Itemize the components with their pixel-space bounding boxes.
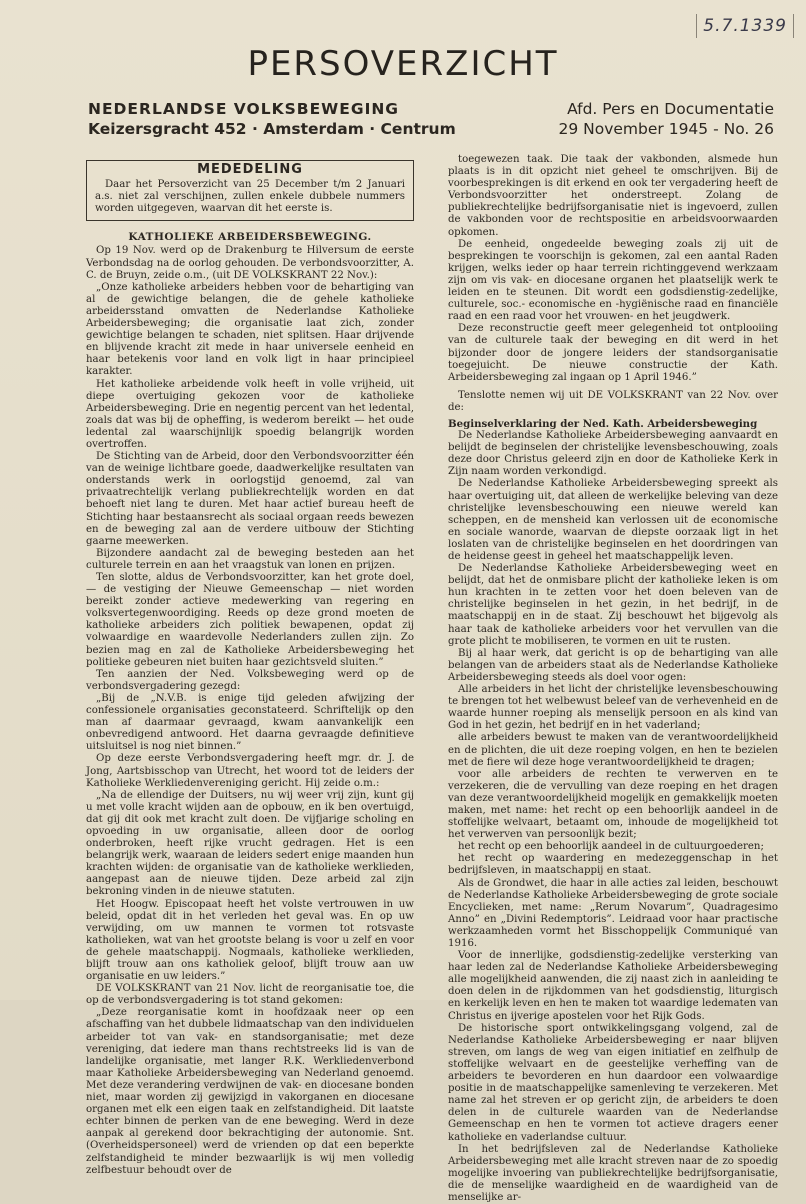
article-paragraph: Bijzondere aandacht zal de beweging besteden aan het culturele terrein en aan het vraagstuk van lonen en prijzen. [86, 547, 414, 571]
article-paragraph: De Nederlandse Katholieke Arbeidersbeweging spreekt als haar overtuiging uit, dat alleen de werkelijke beleving van deze christelijke levensbeschouwing een nieuwe wereld kan scheppen, en de mensheid kan verlossen uit de economische en sociale wanorde, waarvan de diepste oorzaak ligt in het loslaten van de christelijke beginselen en het doordringen van de heidense geest in geheel het maatschappelijk leven. [448, 478, 778, 562]
article-paragraph: het recht op waardering en medezeggenschap in het bedrijfsleven, in maatschappij en staat. [448, 853, 778, 877]
article-paragraph: De Nederlandse Katholieke Arbeidersbeweging aanvaardt en belijdt de beginselen der christelijke levensbeschouwing, zoals deze door Christus geleerd zijn en door de Katholieke Kerk in Zijn naam worden verkondigd. [448, 430, 778, 478]
article-paragraph: „Bij de „N.V.B. is enige tijd geleden afwijzing der confessionele organisaties geconstateerd. Schriftelijk op den man af daarmaar gevraagd, kwam aanvankelijk een onbevredigend antwoord. Het daarna gevraagde definitieve uitsluitsel is nog niet binnen.” [86, 692, 414, 753]
notice-box [86, 160, 414, 221]
article-paragraph: Voor de innerlijke, godsdienstig-zedelijke versterking van haar leden zal de Nederlandse Katholieke Arbeidersbeweging alle mogelijkheid aanwenden, die zij naast zich in aanleiding te doen delen in de rijkdommen van het godsdienstig, liturgisch en kerkelijk leven en hen te maken tot waardige ledematen van Christus en ijverige apostelen voor het Rijk Gods. [448, 950, 778, 1022]
article-paragraph: „Deze reorganisatie komt in hoofdzaak neer op een afschaffing van het dubbele lidmaatschap van den individuelen arbeider tot van vak- en standsorganisatie; met deze vereniging, dat iedere man thans rechtstreeks lid is van de landelijke organisatie, met langer R.K. Werkliedenverbond maar Katholieke Arbeidersbeweging van Nederland genoemd. Met deze verandering verdwijnen de vak- en diocesane bonden niet, maar worden zij gewijzigd in vakorganen en diocesane organen met elk een eigen taak en zelfstandigheid. Dit laatste echter binnen de perken van de ene beweging. Werd in deze aanpak al gerekend door bekrachtiging der autonomie. Snt. (Overheidspersoneel) werd de vrienden op dat een beperkte zelfstandigheid te minder bezwaarlijk is wij men volledig zelfbestuur behoudt over de [86, 1007, 414, 1176]
article-paragraph: het recht op een behoorlijk aandeel in de cultuurgoederen; [458, 841, 764, 853]
notice-title: MEDEDELING [197, 162, 303, 177]
right-column [448, 154, 778, 1203]
article-paragraph: „Onze katholieke arbeiders hebben voor de behartiging van al de gewichtige belangen, die de gehele katholieke arbeidersstand omvatten de Nederlandse Katholieke Arbeidersbeweging; die organisatie laat zich, zonder gewichtige belangen te schaden, niet splitsen. Haar drijvende en blijvende kracht zit mede in haar universele eenheid en haar betekenis voor land en volk ligt in haar principieel karakter. [86, 281, 414, 378]
notice-text: Daar het Persoverzicht van 25 December t/m 2 Januari a.s. niet zal verschijnen, zullen enkele dubbele nummers worden uitgegeven, waarvan dit het eerste is. [95, 179, 405, 215]
article-paragraph: DE VOLKSKRANT van 21 Nov. licht de reorganisatie toe, die op de verbondsvergadering is tot stand gekomen: [86, 983, 414, 1007]
left-column [86, 160, 414, 1176]
subheading: Beginselverklaring der Ned. Kath. Arbeidersbeweging [448, 417, 758, 430]
article-paragraph: Op deze eerste Verbondsvergadering heeft mgr. dr. J. de Jong, Aartsbisschop van Utrecht, het woord tot de leiders der Katholieke Werkliedenvereniging gericht. Hij zeide o.m.: [86, 753, 414, 789]
issue-date-number: 29 November 1945 - No. 26 [558, 120, 774, 138]
article-paragraph: Alle arbeiders in het licht der christelijke levensbeschouwing te brengen tot het welbewust beleef van de verhevenheid en de waarde hunner roeping als menselijk persoon en als kind van God in het gezin, het bedrijf en in het vaderland; [448, 684, 778, 732]
masthead-title: PERSOVERZICHT [247, 44, 559, 84]
article-paragraph: toegewezen taak. Die taak der vakbonden, alsmede hun plaats is in dit opzicht niet geheel te omschrijven. Bij de voorbesprekingen is dit erkend en ook ter vergadering heeft de Verbondsvoorzitter het onderstreept. Zolang de publiekrechtelijke bedrijfsorganisatie niet is ingevoerd, zullen de vakbonden voor de rechtspositie en arbeidsvoorwaarden opkomen. [448, 154, 778, 238]
article-paragraph: De Nederlandse Katholieke Arbeidersbeweging weet en belijdt, dat het de onmisbare plicht der katholieke leken is om hun krachten in te zetten voor het doen beleven van de christelijke beginselen in het gezin, in het bedrijf, in de maatschappij en in de staat. Zij beschouwt het bijgevolg als haar taak de katholieke arbeiders voor het vervullen van die grote plicht te mobiliseren, te vormen en uit te rusten. [448, 563, 778, 647]
article-paragraph: Op 19 Nov. werd op de Drakenburg te Hilversum de eerste Verbondsdag na de oorlog gehouden. De verbondsvoorzitter, A. C. de Bruyn, zeide o.m., (uit DE VOLKSKRANT 22 Nov.): [86, 245, 414, 281]
article-paragraph: Het katholieke arbeidende volk heeft in volle vrijheid, uit diepe overtuiging gekozen voor de katholieke Arbeidersbeweging. Drie en negentig percent van het ledental, zoals dat was bij de opheffing, is wederom bereikt — het oude ledental zal waarschijnlijk spoedig belangrijk worden overtroffen. [86, 378, 414, 450]
article-paragraph: Als de Grondwet, die haar in alle acties zal leiden, beschouwt de Nederlandse Katholieke Arbeidersbeweging de grote sociale Encyclieken, met name: „Rerum Novarum”, Quadragesimo Anno” en „Divini Redemptoris”. Leidraad voor haar practische werkzaamheden vormt het Bisschoppelijk Communiqué van 1916. [448, 877, 778, 949]
organization-address: Keizersgracht 452 · Amsterdam · Centrum [88, 120, 456, 138]
department-name: Afd. Pers en Documentatie [567, 100, 774, 118]
article-paragraph: Ten aanzien der Ned. Volksbeweging werd op de verbondsvergadering gezegd: [86, 668, 414, 692]
article-paragraph: voor alle arbeiders de rechten te verwerven en te verzekeren, die de vervulling van deze roeping en het dragen van deze verantwoordelijkheid mogelijk en gemakkelijk moeten maken, met name: het recht op een behoorlijk aandeel in de stoffelijke welvaart, betaamt om, inhoude de mogelijkheid tot het verwerven van persoonlijk bezit; [448, 768, 778, 841]
article-paragraph: In het bedrijfsleven zal de Nederlandse Katholieke Arbeidersbeweging met alle kracht streven naar de zo spoedig mogelijke invoering van publiekrechtelijke bedrijfsorganisatie, die de menselijke waardigheid en de waardigheid van de menselijke ar- [448, 1143, 778, 1203]
article-paragraph: Deze reconstructie geeft meer gelegenheid tot ontplooiing van de culturele taak der beweging en dit werd in het bijzonder door de jongere leiders der standsorganisatie toegejuicht. De nieuwe constructie der Kath. Arbeidersbeweging zal ingaan op 1 April 1946.” [448, 323, 778, 383]
section-title: KATHOLIEKE ARBEIDERSBEWEGING. [128, 231, 372, 244]
article-paragraph: Tenslotte nemen wij uit DE VOLKSKRANT van 22 Nov. over de: [448, 389, 778, 413]
department-block [559, 100, 775, 138]
article-paragraph: De Stichting van de Arbeid, door den Verbondsvoorzitter één van de weinige lichtbare goede, daadwerkelijke resultaten van onderstands werk in oorlogstijd genoemd, zal van privaatrechtelijk verlang publiekrechtelijk worden en dat behoeft niet lang te duren. Met haar actief bureau heeft de Stichting haar bestaansrecht als sociaal orgaan reeds bewezen en de beweging zal aan de verdere uitbouw der Stichting gaarne meewerken. [86, 451, 414, 547]
article-paragraph: „Na de ellendige der Duitsers, nu wij weer vrij zijn, kunt gij u met volle kracht wijden aan de opbouw, en ik ben overtuigd, dat gij dit ook met kracht zult doen. De vijfjarige scholing en opvoeding in uw organisatie, alleen door de oorlog onderbroken, heeft rijke vrucht gedragen. Het is een belangrijk werk, waaraan de leiders sedert enige maanden hun krachten wijden: de organisatie van de katholieke werklieden, aangepast aan de nieuwe tijden. Deze arbeid zal zijn bekroning vinden in de nieuwe statuten. [86, 789, 414, 898]
article-paragraph: Ten slotte, aldus de Verbondsvoorzitter, kan het grote doel, — de vestiging der Nieuwe Gemeenschap — niet worden bereikt zonder actieve medewerking van regering en volksvertegenwoordiging. Reeds op deze grond moeten de katholieke arbeiders zich politiek bewapenen, opdat zij volwaardige en waardevolle Nederlanders zullen zijn. Zo bezien mag en zal de Katholieke Arbeidersbeweging het politieke gebeuren niet buiten haar gezichtsveld sluiten.” [86, 572, 414, 668]
archive-stamp: 5.7.1339 [696, 14, 794, 38]
article-paragraph: Het Hoogw. Episcopaat heeft het volste vertrouwen in uw beleid, opdat dit in het verleden het geval was. En op uw verwijding, om uw mannen te vormen tot rotsvaste katholieken, wat van het grootste belang is voor u zelf en voor de gehele maatschappij. Nogmaals, katholieke werklieden, blijft trouw aan ons katholiek geloof, blijft trouw aan uw organisatie en uw leiders.” [86, 898, 414, 983]
article-paragraph: Bij al haar werk, dat gericht is op de behartiging van alle belangen van de arbeiders staat als de Nederlandse Katholieke Arbeidersbeweging steeds als doel voor ogen: [448, 647, 778, 683]
article-paragraph: De historische sport ontwikkelingsgang volgend, zal de Nederlandse Katholieke Arbeidersbeweging er naar blijven streven, om langs de weg van eigen initiatief en zelfhulp de stoffelijke welvaart en de geestelijke verheffing van de arbeiders te bevorderen en hun daardoor een volwaardige positie in de maatschappelijke samenleving te verzekeren. Met name zal het streven er op gericht zijn, de arbeiders te doen delen in de culturele waarden van de Nederlandse Gemeenschap en hen te vormen tot actieve dragers eener katholieke en vaderlandse cultuur. [448, 1022, 778, 1143]
article-paragraph: De eenheid, ongedeelde beweging zoals zij uit de besprekingen te voorschijn is gekomen, zal een aantal Raden krijgen, welks ieder op haar terrein richtinggevend werkzaam zijn om vis vak- en diocesane organen het plaatselijk werk te leiden en te steunen. Dit wordt een godsdienstig-zedelijke, culturele, soc.- economische en -hygiënische raad en financiële raad en een raad voor het vrouwen- en het jeugdwerk. [448, 238, 778, 323]
organization-block [88, 100, 456, 138]
organization-name: NEDERLANDSE VOLKSBEWEGING [88, 100, 400, 118]
article-paragraph: alle arbeiders bewust te maken van de verantwoordelijkheid en de plichten, die uit deze roeping volgen, en hen te bezielen met de fiere wil deze hoge verantwoordelijkheid te dragen; [448, 732, 778, 768]
